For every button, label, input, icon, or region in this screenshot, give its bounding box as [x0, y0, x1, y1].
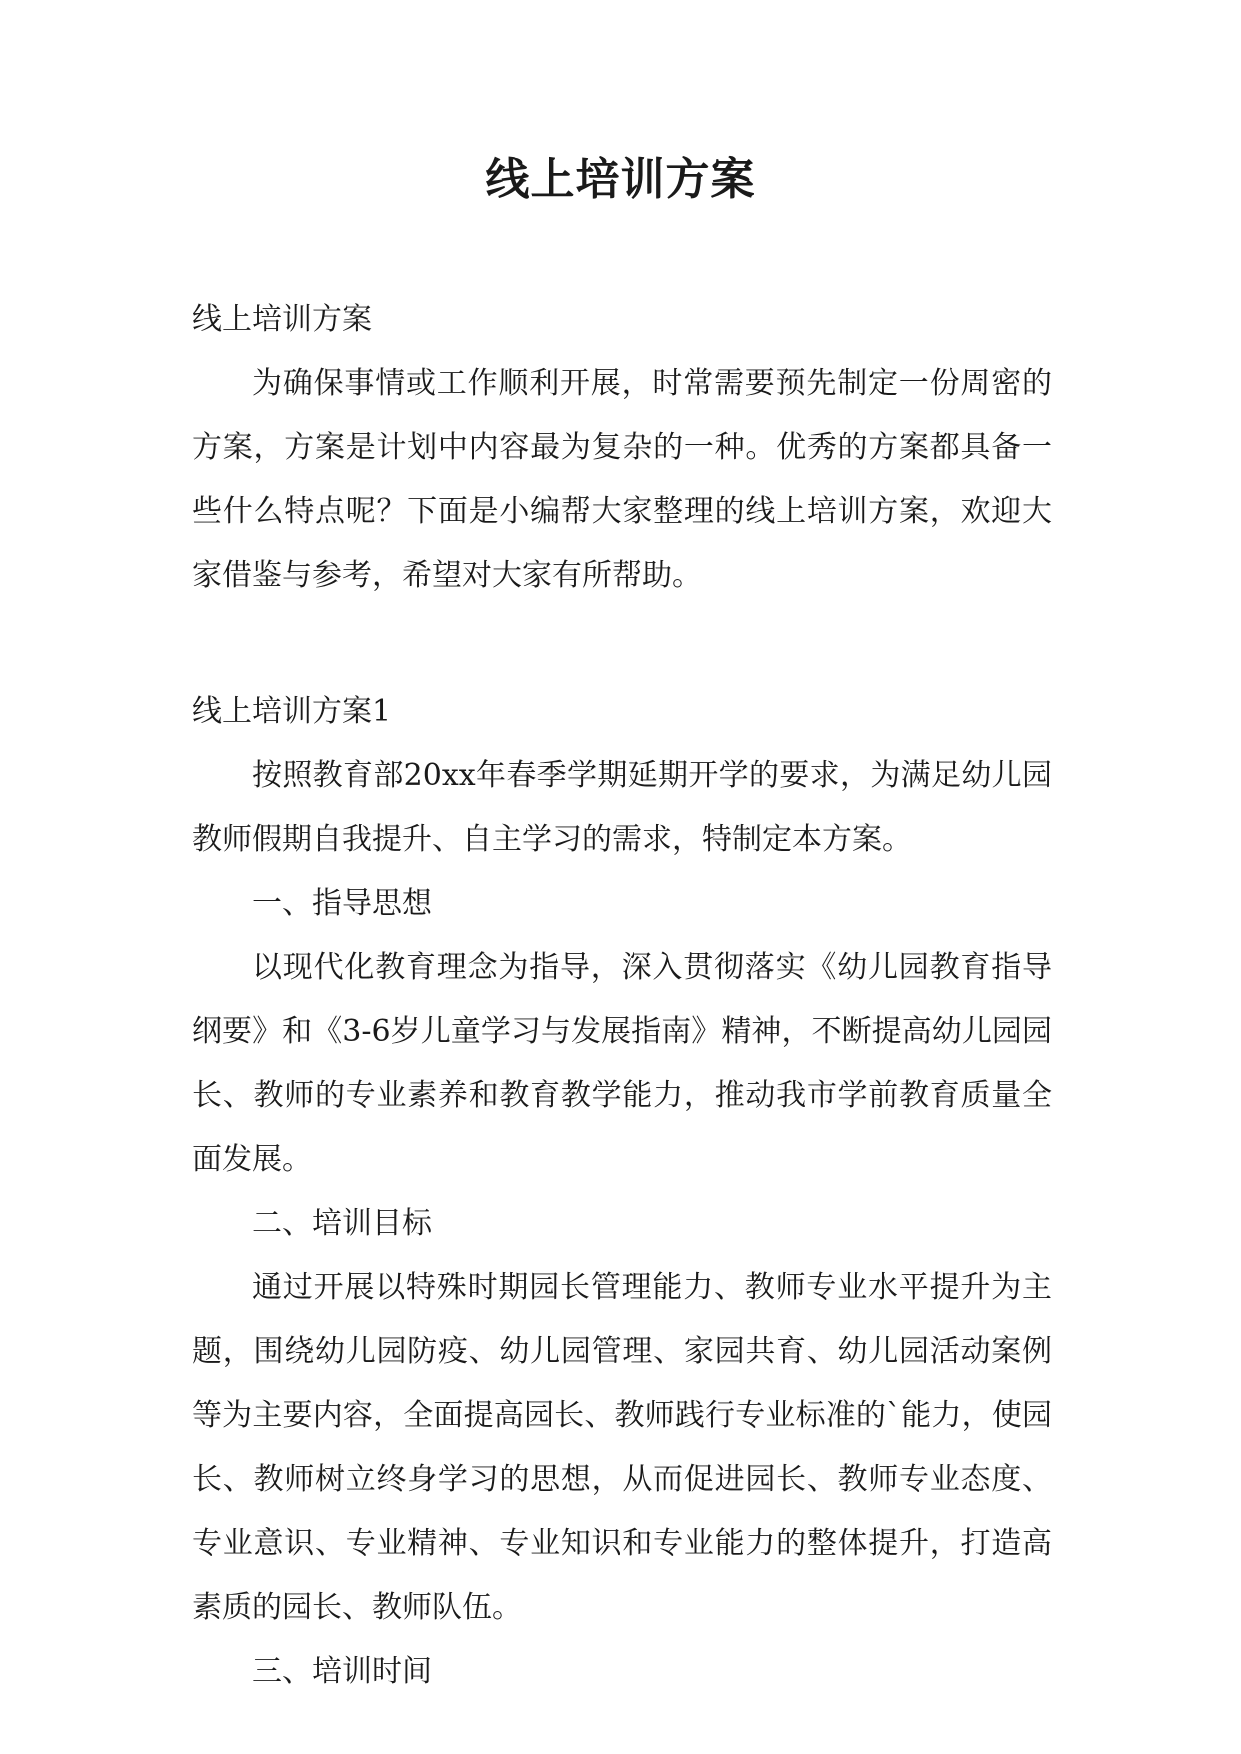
- paragraph-guiding-ideology: 以现代化教育理念为指导，深入贯彻落实《幼儿园教育指导纲要》和《3-6岁儿童学习与发展指南》精神，不断提高幼儿园园长、教师的专业素养和教育教学能力，推动我市学前教育质量全面发展。: [192, 950, 1052, 1177]
- heading-training-time: 三、培训时间: [252, 1654, 432, 1689]
- section-spacer: [192, 608, 1052, 680]
- heading-training-goals: 二、培训目标: [252, 1206, 432, 1241]
- paragraph-training-goals: 通过开展以特殊时期园长管理能力、教师专业水平提升为主题，围绕幼儿园防疫、幼儿园管理、家园共育、幼儿园活动案例等为主要内容，全面提高园长、教师践行专业标准的`能力，使园长、教师树立终身学习的思想，从而促进园长、教师专业态度、专业意识、专业精神、专业知识和专业能力的整体提升，打造高素质的园长、教师队伍。: [192, 1270, 1052, 1625]
- section-title: 线上培训方案1: [192, 694, 392, 729]
- document-subtitle: 线上培训方案: [192, 302, 372, 337]
- document-title: 线上培训方案: [485, 154, 756, 205]
- heading-guiding-ideology: 一、指导思想: [252, 886, 432, 921]
- section-intro-paragraph: 按照教育部20xx年春季学期延期开学的要求，为满足幼儿园教师假期自我提升、自主学习的需求，特制定本方案。: [192, 758, 1052, 857]
- document-body: [192, 288, 1052, 1704]
- intro-paragraph: 为确保事情或工作顺利开展，时常需要预先制定一份周密的方案，方案是计划中内容最为复杂的一种。优秀的方案都具备一些什么特点呢？下面是小编帮大家整理的线上培训方案，欢迎大家借鉴与参考，希望对大家有所帮助。: [192, 366, 1052, 593]
